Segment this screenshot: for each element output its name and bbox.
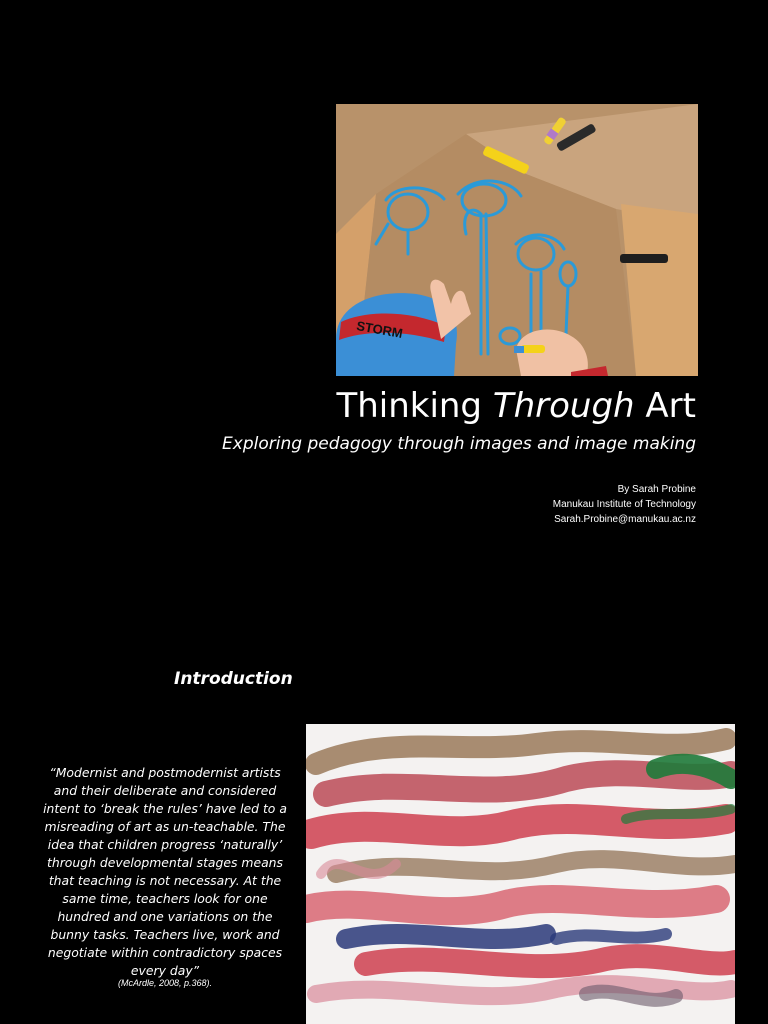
svg-text:STORM: STORM	[355, 318, 404, 341]
title-part-art: Art	[634, 386, 696, 426]
presentation-title	[336, 384, 696, 428]
author-institution: Manukau Institute of Technology	[552, 499, 696, 510]
quote-citation: (McArdle, 2008, p.368).	[117, 978, 213, 988]
child-finger-painting-photo-icon	[306, 724, 735, 1024]
title-part-thinking: Thinking	[336, 386, 493, 426]
author-email: Sarah.Probine@manukau.ac.nz	[554, 514, 696, 525]
presentation-subtitle: Exploring pedagogy through images and image making	[222, 434, 696, 454]
child-crayon-drawing-photo-icon	[336, 104, 698, 376]
section-heading-introduction: Introduction	[174, 669, 293, 689]
child-drawing-photo	[336, 104, 698, 376]
child-painting-photo	[306, 724, 735, 1024]
title-part-through: Through	[492, 386, 635, 426]
author-byline	[553, 482, 696, 527]
intro-quote: “Modernist and postmodernist artists and their deliberate and considered intent to ‘break the rules’ have led to a misreading of art as un-teachable. The idea that children progress ‘naturally’ through developmental stages means that teaching is not necessary. At the same time, teachers look for one hundred and one variations on the bunny tasks. Teachers live, work and negotiate within contradictory spaces every day”	[43, 765, 287, 978]
author-name: By Sarah Probine	[617, 484, 696, 495]
